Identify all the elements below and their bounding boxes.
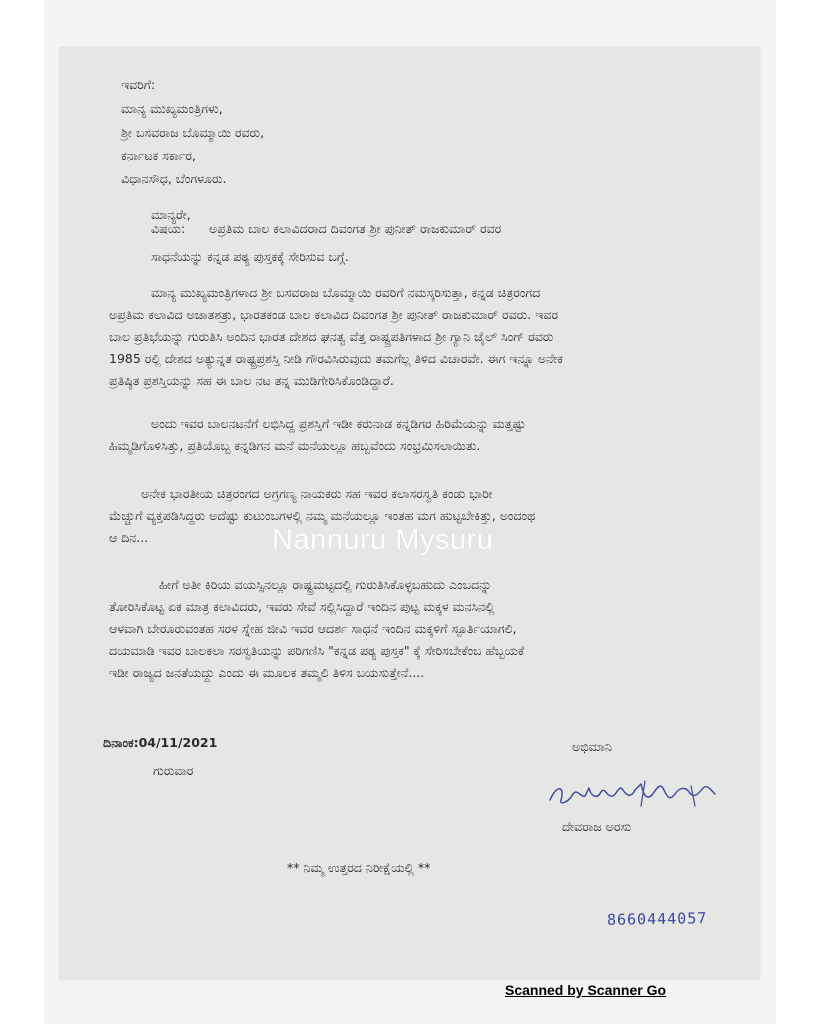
recipient-to: ಇವರಿಗೆ: (121, 77, 156, 92)
watermark-text: Nannuru Mysuru (272, 524, 494, 556)
recipient-line-2: ಶ್ರೀ ಬಸವರಾಜ ಬೊಮ್ಮಾಯಿ ರವರು, (121, 125, 265, 140)
handwritten-phone-number: 8660444057 (606, 909, 708, 929)
body-p1-line: ಬಾಲ ಪ್ರತಿಭೆಯನ್ನು ಗುರುತಿಸಿ ಅಂದಿನ ಭಾರತ ದೇಶದ ಘನತ್ವ ವೆತ್ತ ರಾಷ್ಟ್ರಪತಿಗಳಾದ ಶ್ರೀ ಗ್ಯಾನಿ ಜೈಲ್ ಸಿಂಗ್ ರವರು (109, 329, 554, 344)
body-p4-line: ಇಡೀ ರಾಜ್ಯದ ಜನತೆಯದ್ದು ಎಂದು ಈ ಮೂಲಕ ತಮ್ಮಲಿ ತಿಳಿಸ ಬಯಸುತ್ತೇನೆ.... (109, 665, 425, 680)
body-p2-line: ಅಂದು ಇವರ ಬಾಲನಟನೆಗೆ ಲಭಿಸಿದ್ದ ಪ್ರಶಸ್ತಿಗೆ ಇಡೀ ಕರುನಾಡ ಕನ್ನಡಿಗರ ಹಿರಿಮೆಯನ್ನು ಮತ್ತಷ್ಟು (151, 416, 526, 431)
recipient-line-4: ವಿಧಾನಸೌಧ, ಬೆಂಗಳೂರು. (121, 171, 227, 186)
body-p3-line: ಮೆಚ್ಚುಗೆ ವ್ಯಕ್ತಪಡಿಸಿದ್ದರು ಅದೆಷ್ಟು ಕುಟುಂಬಗಳಲ್ಲಿ ನಮ್ಮ ಮನೆಯಲ್ಲೂ ಇಂತಹ ಮಗ ಹುಟ್ಟಬೇಕಿತ್ತು, ಅಂದಂಥ (109, 508, 536, 523)
body-p4-line: ದಯಮಾಡಿ ಇವರ ಬಾಲಕಲಾ ಸರಸ್ವತಿಯನ್ನು ಪರಿಗಣಿಸಿ "ಕನ್ನಡ ಪಠ್ಯ ಪುಸ್ತಕ" ಕ್ಕೆ ಸೇರಿಸಬೇಕೆಂಬ ಹೆಬ್ಬಯಕೆ (109, 643, 525, 658)
subject-line-1: ಅಪ್ರತಿಮ ಬಾಲ ಕಲಾವಿದರಾದ ದಿವಂಗತ ಶ್ರೀ ಪುನೀತ್ ರಾಜಕುಮಾರ್ ರವರ (209, 221, 502, 236)
body-paragraph-1 (109, 282, 719, 392)
body-p1-line: 1985 ರಲ್ಲಿ ದೇಶದ ಅತ್ಯುನ್ನತ ರಾಷ್ಟ್ರಪ್ರಶಸ್ತಿ ನೀಡಿ ಗೌರವಿಸಿರುವುದು ತಮಗೆಲ್ಲ ತಿಳಿದ ವಿಚಾರವೇ. ಈಗ ಇನ್ನೂ ಅನೇಕ (109, 351, 563, 366)
sender-name: ದೇವರಾಜ ಅರಸು (562, 819, 632, 834)
body-p1-line: ಅಪ್ರತಿಮ ಕಲಾವಿದ ಅಜಾತಶತ್ರು, ಭಾರತಕಂಡ ಬಾಲ ಕಲಾವಿದ ದಿವಂಗತ ಶ್ರೀ ಪುನೀತ್ ರಾಜಕುಮಾರ್ ರವರು. ಇವರ (109, 307, 558, 322)
body-p3-line: ಅನೇಕ ಭಾರತೀಯ ಚಿತ್ರರಂಗದ ಅಗ್ರಗಣ್ಯ ನಾಯಕರು ಸಹ ಇವರ ಕಲಾಸರಸ್ವತಿ ಕಂಡು ಭಾರೀ (141, 486, 493, 501)
body-paragraph-2 (109, 413, 719, 457)
scanned-letter (59, 47, 760, 980)
salutation: ಮಾನ್ಯರೇ, (151, 207, 191, 222)
letter-date: ದಿನಾಂಕ:04/11/2021 (103, 735, 218, 750)
closing-label: ಅಭಿಮಾನಿ (572, 739, 612, 754)
body-paragraph-4 (109, 574, 719, 684)
body-p2-line: ಹಿಮ್ಮಡಿಗೊಳಿಸಿತ್ತು, ಪ್ರತಿಯೊಬ್ಬ ಕನ್ನಡಿಗನ ಮನೆ ಮನೆಯಲ್ಲೂ ಹಬ್ಬವೆಂದು ಸಂಭ್ರಮಿಸಲಾಯಿತು. (109, 438, 481, 453)
body-p1-line: ಮಾನ್ಯ ಮುಖ್ಯಮಂತ್ರಿಗಳಾದ ಶ್ರೀ ಬಸವರಾಜ ಬೊಮ್ಮಾಯಿ ರವರಿಗೆ ನಮಸ್ಕರಿಸುತ್ತಾ, ಕನ್ನಡ ಚಿತ್ರರಂಗದ (151, 285, 541, 300)
recipient-line-3: ಕರ್ನಾಟಕ ಸರ್ಕಾರ, (121, 148, 196, 163)
body-p4-line: ಹೀಗೆ ಅತೀ ಕಿರಿಯ ವಯಸ್ಸಿನಲ್ಲೂ ರಾಷ್ಟ್ರಮಟ್ಟದಲ್ಲಿ ಗುರುತಿಸಿಕೊಳ್ಳಬಹುದು ಎಂಬದನ್ನು (159, 577, 492, 592)
letter-day: ಗುರುವಾರ (153, 763, 194, 778)
scanner-footer-label: Scanned by Scanner Go (505, 982, 667, 998)
subject-label: ವಿಷಯ: (151, 221, 186, 236)
handwritten-signature (545, 778, 720, 812)
awaiting-reply-note: ** ನಿಮ್ಮ ಉತ್ತರದ ನಿರೀಕ್ಷೆಯಲ್ಲಿ ** (287, 860, 431, 875)
recipient-line-1: ಮಾನ್ಯ ಮುಖ್ಯಮಂತ್ರಿಗಳು, (121, 101, 223, 116)
body-p4-line: ಆಳವಾಗಿ ಬೇರೂರುವಂತಹ ಸರಳ ಸ್ನೇಹ ಜೀವಿ ಇವರ ಆದರ್ಶ ಸಾಧನೆ ಇಂದಿನ ಮಕ್ಕಳಿಗೆ ಸ್ಪೂರ್ತಿಯಾಗಲಿ, (109, 621, 517, 636)
body-p3-line: ಆ ದಿನ... (109, 530, 149, 545)
body-p1-line: ಪ್ರತಿಷ್ಠಿತ ಪ್ರಶಸ್ತಿಯನ್ನು ಸಹ ಈ ಬಾಲ ನಟ ತನ್ನ ಮುಡಿಗೇರಿಸಿಕೊಂಡಿದ್ದಾರೆ. (109, 373, 394, 388)
subject-line-2: ಸಾಧನೆಯನ್ನು ಕನ್ನಡ ಪಠ್ಯ ಪುಸ್ತಕಕ್ಕೆ ಸೇರಿಸುವ ಬಗ್ಗೆ. (151, 249, 349, 264)
body-p4-line: ತೋರಿಸಿಕೊಟ್ಟ ಏಕ ಮಾತ್ರ ಕಲಾವಿದರು, ಇವರು ಸೇವೆ ಸಲ್ಲಿಸಿದ್ದಾರೆ ಇಂದಿನ ಪುಟ್ಟ ಮಕ್ಕಳ ಮನಸಿನಲ್ಲಿ (109, 599, 495, 614)
